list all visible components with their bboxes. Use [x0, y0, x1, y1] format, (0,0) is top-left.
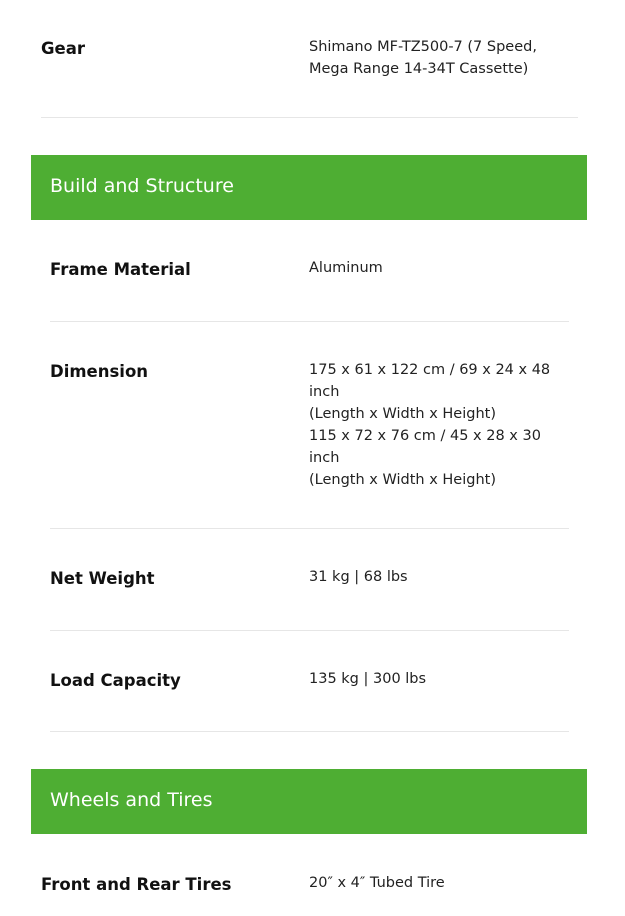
spec-value-line: 175 x 61 x 122 cm / 69 x 24 x 48	[309, 362, 551, 378]
divider	[50, 321, 569, 322]
spec-value-line: 115 x 72 x 76 cm / 45 x 28 x 30	[309, 428, 541, 444]
spec-value	[309, 566, 559, 588]
divider	[50, 630, 569, 631]
spec-label: Front and Rear Tires	[41, 875, 232, 894]
section-header-wheels-and-tires	[31, 769, 587, 834]
spec-value-line: inch	[309, 384, 340, 400]
divider	[50, 528, 569, 529]
spec-value-line: 31 kg | 68 lbs	[309, 569, 408, 585]
spec-value	[309, 36, 559, 80]
spec-label: Gear	[41, 39, 86, 58]
spec-label: Frame Material	[50, 260, 191, 279]
spec-value	[309, 257, 559, 279]
spec-value-line: Aluminum	[309, 260, 383, 276]
spec-label: Dimension	[50, 362, 149, 381]
spec-value	[309, 359, 559, 491]
divider	[41, 117, 578, 118]
spec-value-line: 135 kg | 300 lbs	[309, 671, 427, 687]
spec-value-line: 20″ x 4″ Tubed Tire	[309, 875, 445, 891]
spec-value-line: (Length x Width x Height)	[309, 406, 496, 422]
section-title: Build and Structure	[50, 175, 234, 197]
section-header-build-and-structure	[31, 155, 587, 220]
spec-value	[309, 872, 559, 894]
spec-label: Net Weight	[50, 569, 155, 588]
spec-value-line: Shimano MF-TZ500-7 (7 Speed,	[309, 39, 537, 55]
spec-value	[309, 668, 559, 690]
spec-value-line: (Length x Width x Height)	[309, 472, 496, 488]
spec-value-line: Mega Range 14-34T Cassette)	[309, 61, 529, 77]
spec-value-line: inch	[309, 450, 340, 466]
section-title: Wheels and Tires	[50, 789, 213, 811]
divider	[50, 731, 569, 732]
spec-label: Load Capacity	[50, 671, 181, 690]
